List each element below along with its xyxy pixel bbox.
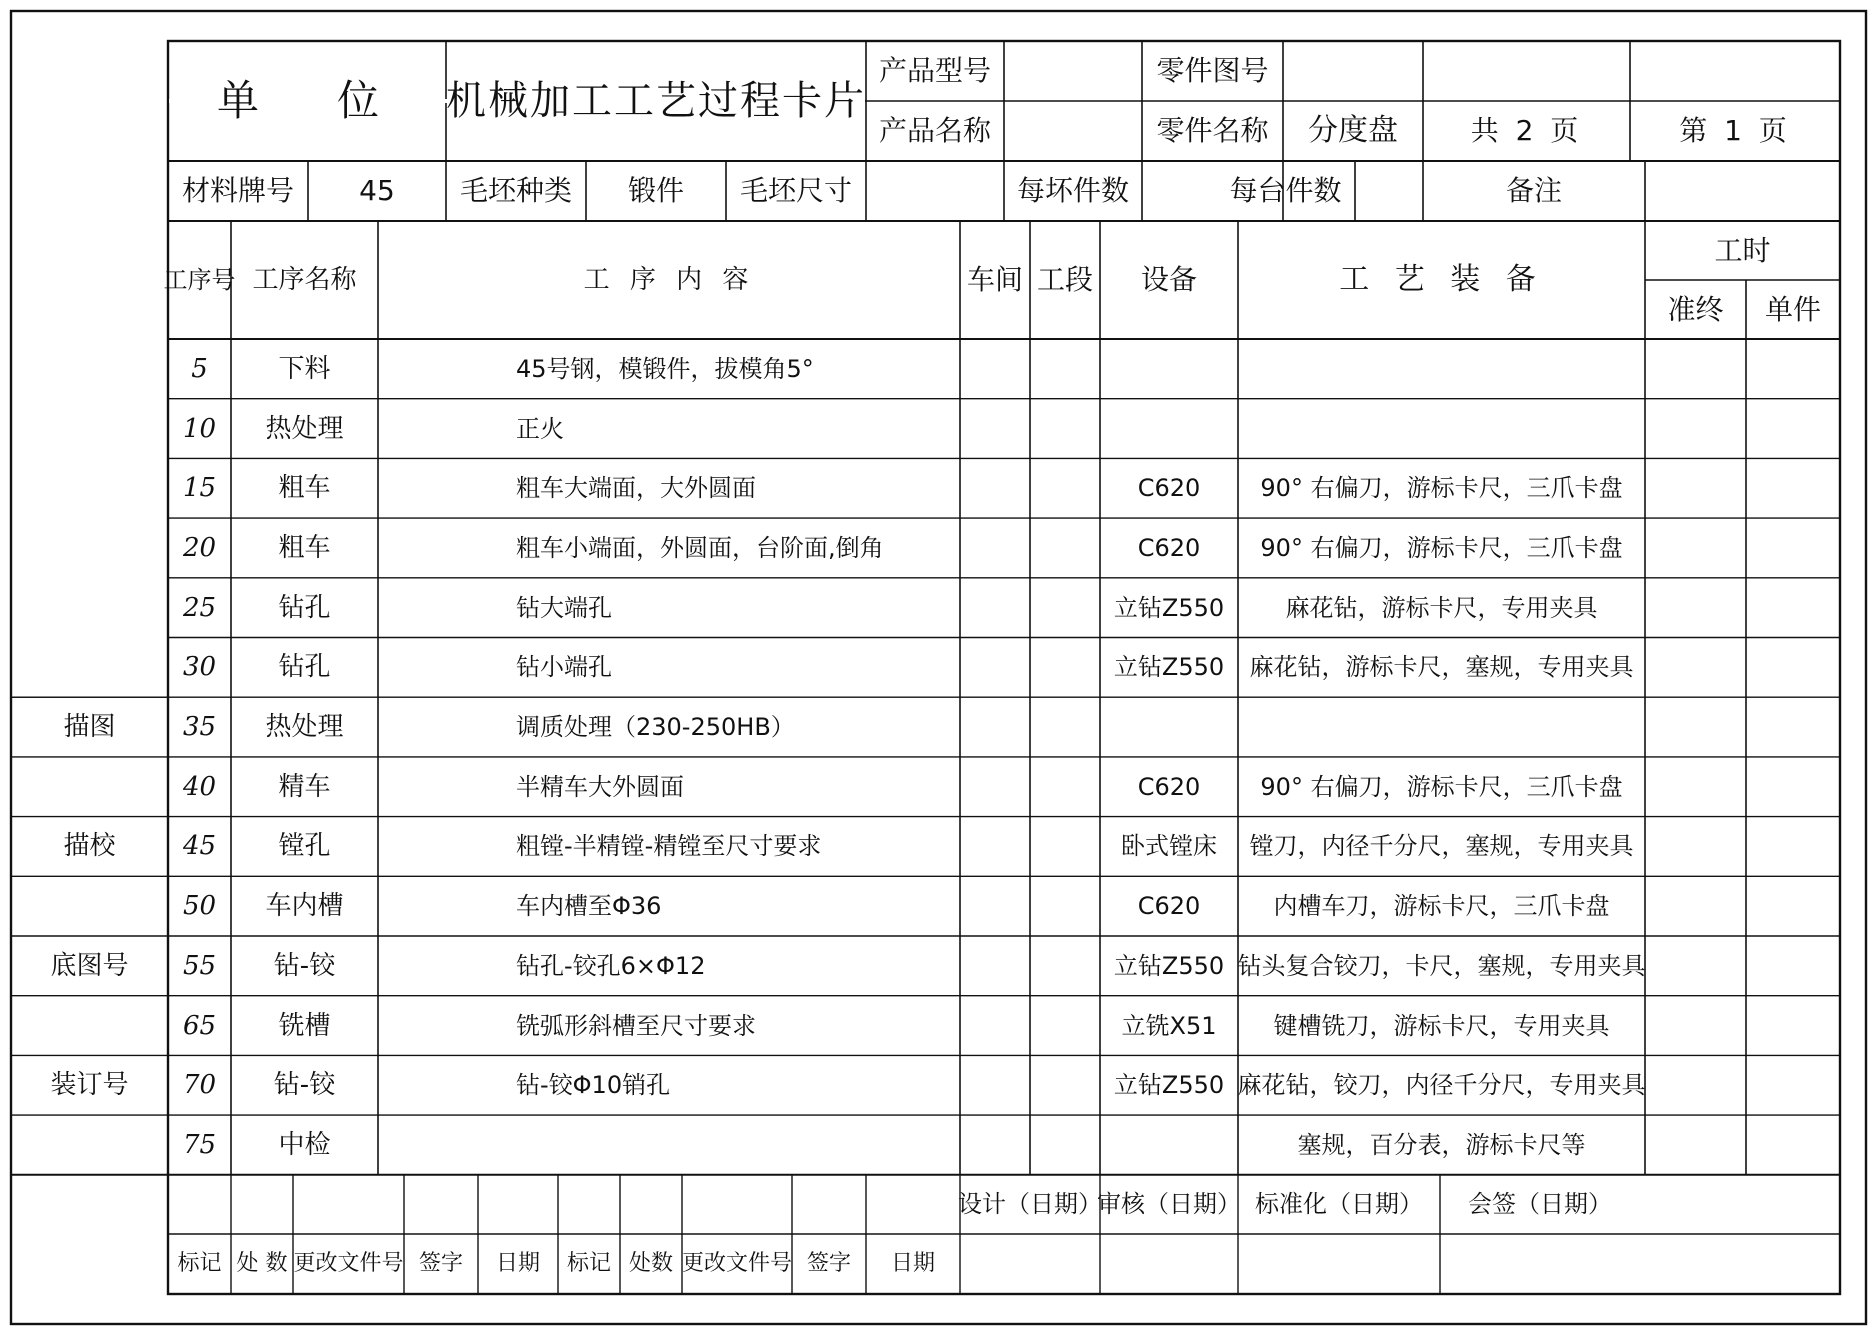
op-name: 铣槽 <box>278 1010 331 1041</box>
op-equipment: C620 <box>1137 892 1201 921</box>
op-equipment: 立钻Z550 <box>1113 593 1225 622</box>
op-number: 40 <box>182 771 217 802</box>
footer-review-date: 审核（日期） <box>1097 1190 1241 1218</box>
card-title: 机械加工工艺过程卡片 <box>446 78 866 124</box>
op-content: 粗车小端面，外圆面，台阶面,倒角 <box>516 533 884 562</box>
pieces-per-blank-value <box>1142 161 1216 221</box>
op-equipment: 立钻Z550 <box>1113 1071 1225 1100</box>
part-drawing-no-value <box>1283 41 1630 101</box>
op-number: 20 <box>182 532 217 563</box>
revision-label: 更改文件号 <box>293 1251 404 1276</box>
op-tooling: 钻头复合铰刀，卡尺，塞规，专用夹具 <box>1237 951 1646 980</box>
op-name: 钻-铰 <box>273 950 336 981</box>
op-number: 15 <box>182 473 217 504</box>
revision-label: 签字 <box>418 1251 463 1276</box>
revision-label: 签字 <box>806 1251 851 1276</box>
op-number: 65 <box>182 1010 217 1041</box>
op-name: 粗车 <box>278 532 331 563</box>
op-tooling: 麻花钻，游标卡尺，专用夹具 <box>1285 593 1598 622</box>
op-content: 粗镗-半精镗-精镗至尺寸要求 <box>516 832 822 861</box>
op-name: 热处理 <box>265 712 344 743</box>
revision-label: 标记 <box>177 1251 222 1276</box>
remarks-value <box>1645 161 1840 221</box>
side-label-base-drawing-no: 底图号 <box>50 950 129 981</box>
op-name: 镗孔 <box>278 831 331 862</box>
col-op-no: 工序号 <box>163 266 236 294</box>
op-name: 钻-铰 <box>273 1070 336 1101</box>
revision-label: 日期 <box>890 1251 935 1276</box>
op-content: 铣弧形斜槽至尺寸要求 <box>516 1011 756 1040</box>
blank-size-label: 毛坯尺寸 <box>739 174 852 207</box>
op-name: 热处理 <box>265 413 344 444</box>
op-equipment <box>1100 399 1238 459</box>
op-number: 25 <box>182 592 217 623</box>
op-name: 粗车 <box>278 473 331 504</box>
op-content: 车内槽至Φ36 <box>516 892 662 921</box>
material-grade-value: 45 <box>359 174 395 207</box>
unit-label: 单 位 <box>216 76 397 125</box>
op-name: 车内槽 <box>265 891 344 922</box>
part-name-value: 分度盘 <box>1308 113 1398 148</box>
op-number: 50 <box>182 891 217 922</box>
op-number: 5 <box>191 353 208 384</box>
col-tooling: 工 艺 装 备 <box>1339 262 1544 297</box>
col-op-content: 工 序 内 容 <box>583 265 755 295</box>
op-content: 正火 <box>516 414 564 443</box>
op-number: 10 <box>182 413 217 444</box>
footer-standardization-date: 标准化（日期） <box>1255 1190 1423 1218</box>
footer-countersign-date: 会签（日期） <box>1468 1190 1612 1218</box>
side-label-trace-check: 描校 <box>63 831 116 862</box>
op-content: 钻大端孔 <box>516 593 612 622</box>
op-tooling: 内槽车刀，游标卡尺，三爪卡盘 <box>1273 892 1610 921</box>
col-op-name: 工序名称 <box>252 265 357 295</box>
revision-label: 更改文件号 <box>682 1251 793 1276</box>
material-grade-label: 材料牌号 <box>181 174 294 207</box>
side-label-tracing: 描图 <box>63 712 116 743</box>
total-pages: 共 2 页 <box>1470 114 1583 147</box>
op-number: 30 <box>182 652 217 683</box>
pieces-per-blank-label: 每坏件数 <box>1016 174 1129 207</box>
col-unit-time: 单件 <box>1764 292 1821 326</box>
op-content: 粗车大端面，大外圆面 <box>516 474 756 503</box>
remarks-label: 备注 <box>1505 174 1562 207</box>
op-equipment <box>1100 339 1238 399</box>
op-number: 35 <box>182 712 217 743</box>
op-content: 调质处理（230-250HB） <box>516 713 795 742</box>
col-setup-time: 准终 <box>1667 292 1724 326</box>
op-name: 中检 <box>278 1129 331 1160</box>
blank-size-value <box>866 161 1004 221</box>
op-equipment: 立钻Z550 <box>1113 653 1225 682</box>
op-number: 55 <box>182 950 217 981</box>
col-work-hours: 工时 <box>1714 233 1771 267</box>
part-name-label: 零件名称 <box>1156 114 1269 147</box>
product-name-value <box>1004 101 1142 161</box>
op-number: 75 <box>182 1129 217 1160</box>
op-equipment <box>1100 697 1238 757</box>
op-tooling: 镗刀，内径千分尺，塞规，专用夹具 <box>1249 832 1634 861</box>
op-name: 精车 <box>278 771 331 802</box>
op-tooling: 键槽铣刀，游标卡尺，专用夹具 <box>1273 1011 1610 1040</box>
op-equipment: C620 <box>1137 772 1201 801</box>
op-tooling <box>1238 697 1645 757</box>
product-name-label: 产品名称 <box>878 114 991 147</box>
op-content <box>510 1115 954 1175</box>
op-name: 钻孔 <box>278 652 331 683</box>
revision-label: 标记 <box>566 1251 611 1276</box>
op-name: 钻孔 <box>278 592 331 623</box>
pieces-per-unit-value <box>1355 161 1423 221</box>
op-equipment: C620 <box>1137 533 1201 562</box>
op-equipment: 立钻Z550 <box>1113 951 1225 980</box>
revision-label: 日期 <box>495 1251 540 1276</box>
blank-type-label: 毛坯种类 <box>459 174 572 207</box>
part-drawing-no-label: 零件图号 <box>1156 54 1269 87</box>
op-content: 钻-铰Φ10销孔 <box>516 1071 671 1100</box>
op-tooling: 塞规，百分表，游标卡尺等 <box>1297 1130 1586 1159</box>
blank-type-value: 锻件 <box>627 174 684 207</box>
op-number: 45 <box>182 831 217 862</box>
op-tooling: 90° 右偏刀，游标卡尺，三爪卡盘 <box>1260 474 1623 503</box>
revision-label: 处数 <box>628 1251 673 1276</box>
op-content: 45号钢，模锻件，拔模角5° <box>516 354 814 383</box>
footer-design-date: 设计（日期） <box>958 1190 1102 1218</box>
page-number: 第 1 页 <box>1679 114 1791 147</box>
col-section: 工段 <box>1036 263 1093 296</box>
op-tooling: 90° 右偏刀，游标卡尺，三爪卡盘 <box>1260 533 1623 562</box>
op-number: 70 <box>182 1070 217 1101</box>
op-tooling <box>1238 399 1645 459</box>
op-name: 下料 <box>278 353 331 384</box>
product-model-value <box>1004 41 1142 101</box>
op-equipment <box>1100 1115 1238 1175</box>
pieces-per-unit-label: 每台件数 <box>1229 174 1342 207</box>
op-equipment: C620 <box>1137 474 1201 503</box>
revision-label: 处 数 <box>236 1251 288 1276</box>
product-model-label: 产品型号 <box>878 54 991 87</box>
side-label-binding-no: 装订号 <box>50 1070 129 1101</box>
op-content: 钻孔-铰孔6×Φ12 <box>516 951 706 980</box>
op-equipment: 立铣X51 <box>1121 1011 1217 1040</box>
op-content: 钻小端孔 <box>516 653 612 682</box>
op-content: 半精车大外圆面 <box>516 772 684 801</box>
col-workshop: 车间 <box>966 263 1023 296</box>
op-tooling: 麻花钻，铰刀，内径千分尺，专用夹具 <box>1237 1071 1646 1100</box>
op-tooling: 麻花钻，游标卡尺，塞规，专用夹具 <box>1249 653 1634 682</box>
op-tooling: 90° 右偏刀，游标卡尺，三爪卡盘 <box>1260 772 1623 801</box>
col-equipment: 设备 <box>1140 263 1197 296</box>
op-equipment: 卧式镗床 <box>1121 832 1217 861</box>
op-tooling <box>1238 339 1645 399</box>
